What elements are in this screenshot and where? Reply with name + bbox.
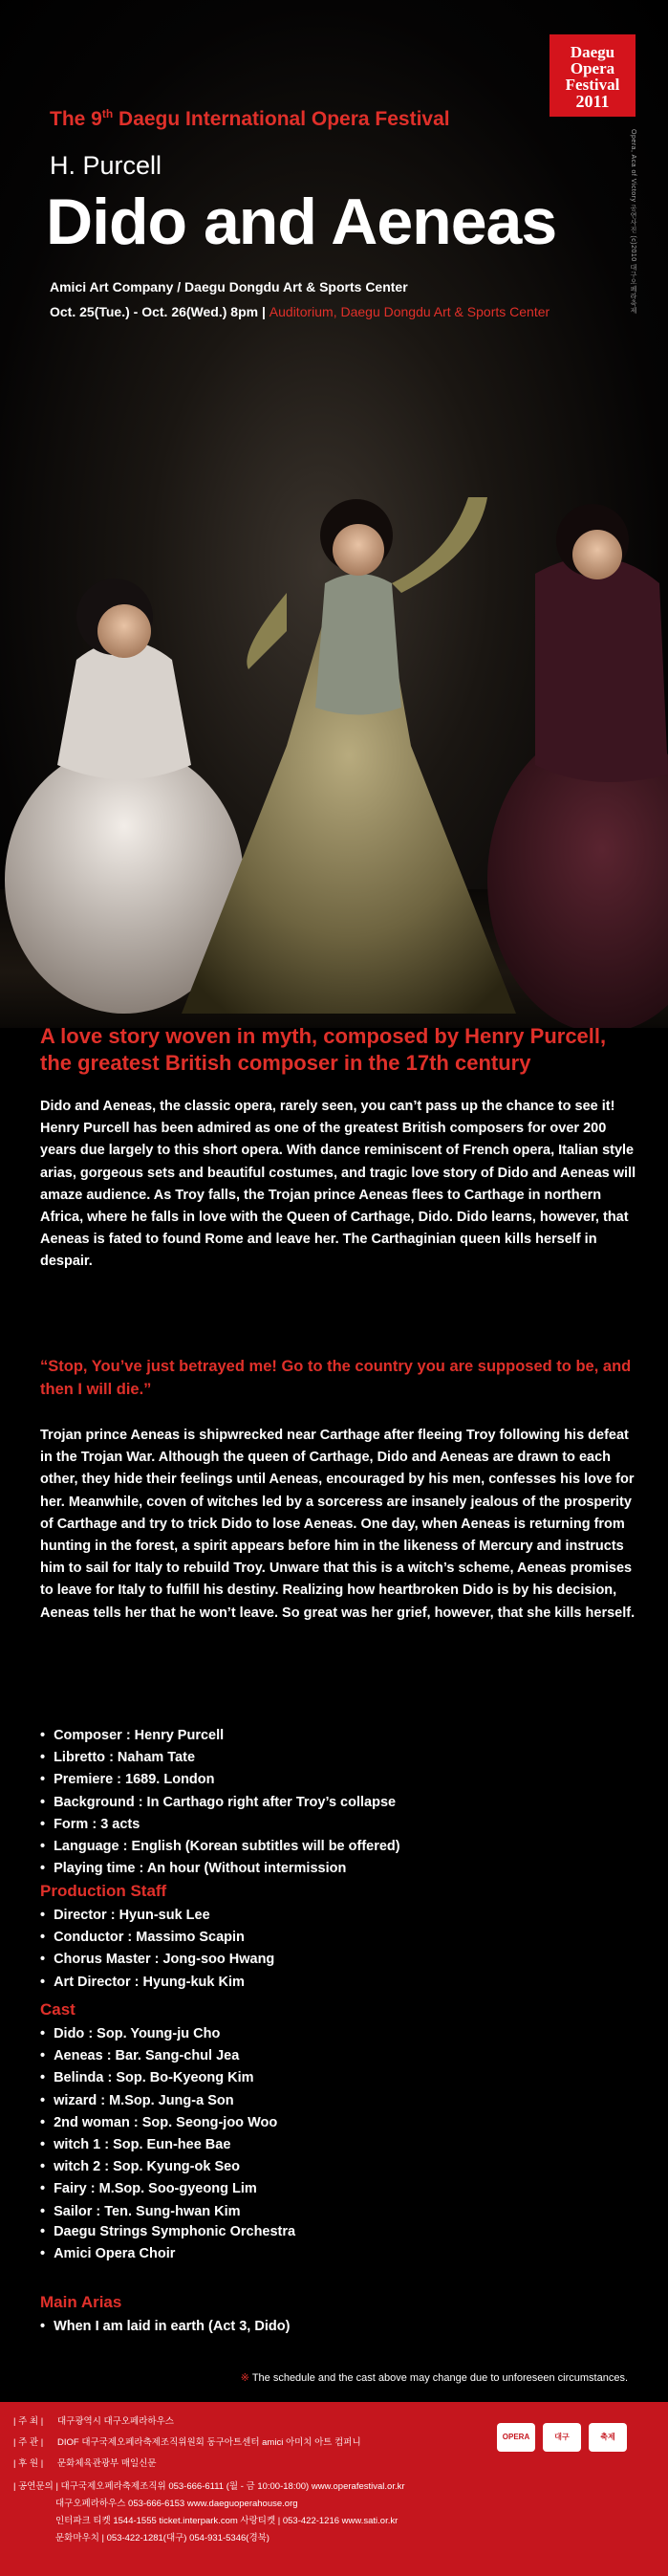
list-item: • When I am laid in earth (Act 3, Dido): [40, 2316, 290, 2338]
logo-line-1: Daegu: [570, 43, 615, 61]
festival-suffix: Daegu International Opera Festival: [113, 108, 450, 130]
footer-tickets: [55, 2513, 398, 2526]
festival-logo-small: 축제: [589, 2423, 627, 2452]
ensemble-list: [40, 2221, 295, 2265]
dates-line: [50, 304, 549, 319]
arias-list: [40, 2316, 290, 2338]
footer-row-text: 문화체육관광부 매일신문: [57, 2458, 157, 2469]
list-item: • Amici Opera Choir: [40, 2243, 295, 2265]
list-item: • Conductor : Massimo Scapin: [40, 1927, 274, 1949]
list-item: • Belinda : Sop. Bo-Kyeong Kim: [40, 2067, 277, 2089]
list-item: • witch 1 : Sop. Eun-hee Bae: [40, 2134, 277, 2156]
footer-row-text: 대구광역시 대구오페라하우스: [57, 2416, 174, 2427]
footer-contact-1: [13, 2478, 405, 2492]
photo-credit: Opera, Aca of Victory 공연사진 (c)2010 대구오페라축제: [630, 129, 636, 315]
footer-row-label: | 후 원 |: [13, 2458, 44, 2469]
cast-list: [40, 2023, 277, 2223]
festival-prefix: The 9: [50, 108, 102, 130]
list-item: • 2nd woman : Sop. Seong-joo Woo: [40, 2112, 277, 2134]
opera-title: Dido and Aeneas: [46, 186, 557, 258]
composer-name: H. Purcell: [50, 151, 162, 180]
footer-row-text: DIOF 대구국제오페라축제조직위원회 동구아트센터 amici 아미치 아트 컴퍼니: [57, 2437, 361, 2448]
performers-photo: [0, 344, 668, 1028]
festival-name: [50, 107, 450, 131]
dates-text: Oct. 25(Tue.) - Oct. 26(Wed.) 8pm |: [50, 304, 269, 319]
company-line: Amici Art Company / Daegu Dongdu Art & Sports Center: [50, 279, 408, 295]
logo-line-3: Festival: [565, 76, 620, 94]
footer-row-host: [13, 2413, 174, 2427]
list-item: • Form : 3 acts: [40, 1814, 400, 1836]
tickets-text: 인터파크 티켓 1544-1555 ticket.interpark.com 사랑티켓 | 053-422-1216 www.sati.or.kr: [55, 2516, 399, 2526]
festival-sup: th: [101, 107, 114, 120]
disclaimer-note: [241, 2371, 628, 2384]
list-item: • Art Director : Hyung-kuk Kim: [40, 1972, 274, 1994]
venue-text: Auditorium, Daegu Dongdu Art & Sports Center: [269, 304, 550, 319]
hero-photo: [0, 0, 668, 1028]
opera-festival-logo: OPERA: [497, 2423, 535, 2452]
footer-row-organizer: [13, 2434, 361, 2448]
list-item: • wizard : M.Sop. Jung-a Son: [40, 2090, 277, 2112]
headline: A love story woven in myth, composed by Henry Purcell, the greatest British composer in the 17th century: [40, 1024, 607, 1075]
contact-text: | 공연문의 | 대구국제오페라축제조직위 053-666-6111 (월 - 금 10:00-18:00) www.operafestival.or.kr: [13, 2481, 405, 2492]
list-item: • Composer : Henry Purcell: [40, 1725, 400, 1747]
list-item: • Language : English (Korean subtitles will be offered): [40, 1836, 400, 1858]
cast-heading: Cast: [40, 2000, 75, 2019]
footer-culture: [55, 2530, 269, 2543]
note-text: The schedule and the cast above may change due to unforeseen circumstances.: [251, 2372, 628, 2384]
contact-text: 대구오페라하우스 053-666-6153 www.daeguoperahouse.org: [55, 2499, 298, 2509]
list-item: • Fairy : M.Sop. Soo-gyeong Lim: [40, 2178, 277, 2200]
list-item: • Daegu Strings Symphonic Orchestra: [40, 2221, 295, 2243]
arias-heading: Main Arias: [40, 2293, 122, 2311]
sponsor-footer: [0, 2402, 668, 2576]
daegu-logo: 대구: [543, 2423, 581, 2452]
list-item: • Aeneas : Bar. Sang-chul Jea: [40, 2045, 277, 2067]
logo-year: 2011: [575, 92, 610, 111]
festival-logo: [549, 34, 636, 117]
list-item: • witch 2 : Sop. Kyung-ok Seo: [40, 2156, 277, 2178]
info-list: [40, 1725, 400, 1880]
story-paragraph: Trojan prince Aeneas is shipwrecked near Carthage after fleeing Troy following his defeat in the Trojan War. Although the queen of Carthage, Dido and Aeneas are drawn to each other, they hide their feelings until Aeneas, encouraged by his men, confesses his love for her. Meanwhile, coven of witches led by a sorceress are insanely jealous of the prosperity of Carthage and try to trick Dido to lose Aeneas. One day, when Aeneas is returning from hunting in the forest, a spirit appears before him in the likeness of Mercury and instructs him to sail for Italy to rebuild Troy. Unware that this is a witch’s scheme, Aeneas promises to leave for Italy to fulfill his destiny. Realizing how heartbroken Dido is by his decision, Aeneas tells her that he won’t leave. So great was her grief, however, that she kills herself.: [40, 1428, 636, 1621]
list-item: • Playing time : An hour (Without intermission: [40, 1858, 400, 1880]
list-item: • Background : In Carthago right after Troy’s collapse: [40, 1792, 400, 1814]
list-item: • Sailor : Ten. Sung-hwan Kim: [40, 2201, 277, 2223]
list-item: • Dido : Sop. Young-ju Cho: [40, 2023, 277, 2045]
list-item: • Director : Hyun-suk Lee: [40, 1905, 274, 1927]
footer-row-label: | 주 최 |: [13, 2416, 44, 2427]
footer-row-label: | 주 관 |: [13, 2437, 44, 2448]
footer-row-sponsor: [13, 2456, 157, 2469]
intro-paragraph: Dido and Aeneas, the classic opera, rarely seen, you can’t pass up the chance to see it! Henry Purcell has been admired as one of the greatest British composers for over 200 years due largely to this short opera. With dance reminiscent of French opera, Italian style arias, gorgeous sets and beautiful costumes, and tragic love story of Dido and Aeneas will amaze audience. As Troy falls, the Trojan prince Aeneas flees to Carthage in northern Africa, where he falls in love with the Queen of Carthage, Dido. Dido learns, however, that Aeneas is fated to found Rome and leave her. The Carthaginian queen kills herself in despair.: [40, 1099, 636, 1270]
list-item: • Libretto : Naham Tate: [40, 1747, 400, 1769]
asterisk-icon: ※: [240, 2372, 249, 2384]
list-item: • Premiere : 1689. London: [40, 1769, 400, 1791]
logo-line-2: Opera: [570, 59, 615, 77]
staff-list: [40, 1905, 274, 1994]
footer-contact-2: [55, 2496, 298, 2509]
staff-heading: Production Staff: [40, 1882, 167, 1900]
culture-text: 문화마우치 | 053-422-1281(대구) 054-931-5346(경북): [55, 2533, 269, 2543]
quote: “Stop, You’ve just betrayed me! Go to the country you are supposed to be, and then I will die.”: [40, 1358, 632, 1398]
list-item: • Chorus Master : Jong-soo Hwang: [40, 1949, 274, 1971]
